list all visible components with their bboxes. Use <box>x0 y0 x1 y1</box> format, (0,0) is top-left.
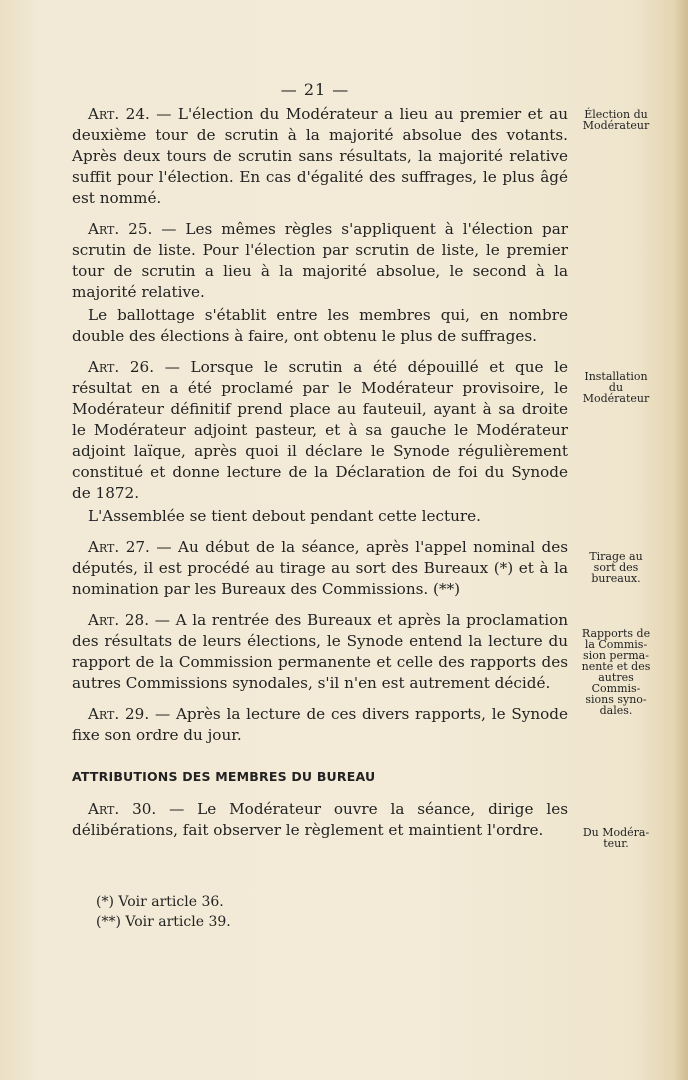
article-label: Art. 29. <box>88 705 150 723</box>
margin-note-rapports: Rapports de la Commis- sion perma- nente et des autres Commis- sions syno- dales. <box>581 627 651 717</box>
margin-note-installation: Installation du Modérateur <box>582 370 650 405</box>
article-27 <box>72 537 568 600</box>
article-26-paragraph-2: L'Assemblée se tient debout pendant cette lecture. <box>88 507 481 525</box>
article-25-paragraph-2: Le ballottage s'établit entre les membres qui, en nombre double des élections à faire, ont obtenu le plus de suffrages. <box>72 306 568 345</box>
article-label: Art. 24. <box>88 105 150 123</box>
margin-note-election: Élection du Modérateur <box>582 108 650 132</box>
footnote-1: (*) Voir article 36. <box>96 894 224 910</box>
main-text <box>72 104 568 841</box>
article-text: — Lorsque le scrutin a été dépouillé et que le résultat en a été proclamé par le Modérateur provisoire, le Modérateur définitif prend place au fauteuil, ayant à sa droite le Modérateur adjoint pasteur, et à sa gauche le Modérateur adjoint laïque, après quoi il déclare le Synode régulièrement constitué et donne lecture de la Déclaration de foi du Synode de 1872. <box>72 358 569 502</box>
article-text: — Au début de la séance, après l'appel nominal des députés, il est procédé au tirage au sort des Bureaux (*) et à la nomination par les Bureaux des Commissions. (**) <box>72 538 569 598</box>
article-26 <box>72 357 568 504</box>
article-text: — Les mêmes règles s'appliquent à l'élection par scrutin de liste. Pour l'élection par scrutin de liste, le premier tour de scrutin a lieu à la majorité absolue, le second à la majorité relative. <box>72 220 569 301</box>
margin-note-tirage: Tirage au sort des bureaux. <box>589 550 643 585</box>
article-text: — L'élection du Modérateur a lieu au premier et au deuxième tour de scrutin à la majorité absolue des votants. Après deux tours de scrutin sans résultats, la majorité relative suffit pour l'élection. En cas d'égalité des suffrages, le plus âgé est nommé. <box>72 105 568 207</box>
section-heading: ATTRIBUTIONS DES MEMBRES DU BUREAU <box>72 769 376 784</box>
article-label: Art. 25. <box>88 220 153 238</box>
page-edge <box>674 0 688 1080</box>
article-text: — Le Modérateur ouvre la séance, dirige les délibérations, fait observer le règlement et maintient l'ordre. <box>72 800 568 839</box>
article-label: Art. 28. <box>88 611 150 629</box>
page-number: — 21 — <box>280 80 350 99</box>
article-label: Art. 27. <box>88 538 150 556</box>
article-24 <box>72 104 568 209</box>
article-30 <box>72 799 568 841</box>
article-text: — A la rentrée des Bureaux et après la proclamation des résultats de leurs élections, le Synode entend la lecture du rapport de la Commission permanente et celle des rapports des autres Commissions synodales, s'il n'en est autrement décidé. <box>72 611 568 692</box>
article-label: Art. 30. <box>88 800 157 818</box>
article-28 <box>72 610 568 694</box>
article-25 <box>72 219 568 303</box>
article-29 <box>72 704 568 746</box>
article-label: Art. 26. <box>88 358 155 376</box>
article-text: — Après la lecture de ces divers rapports, le Synode fixe son ordre du jour. <box>72 705 568 744</box>
margin-note-moderateur: Du Modéra- teur. <box>582 826 650 850</box>
footnote-2: (**) Voir article 39. <box>96 914 231 930</box>
